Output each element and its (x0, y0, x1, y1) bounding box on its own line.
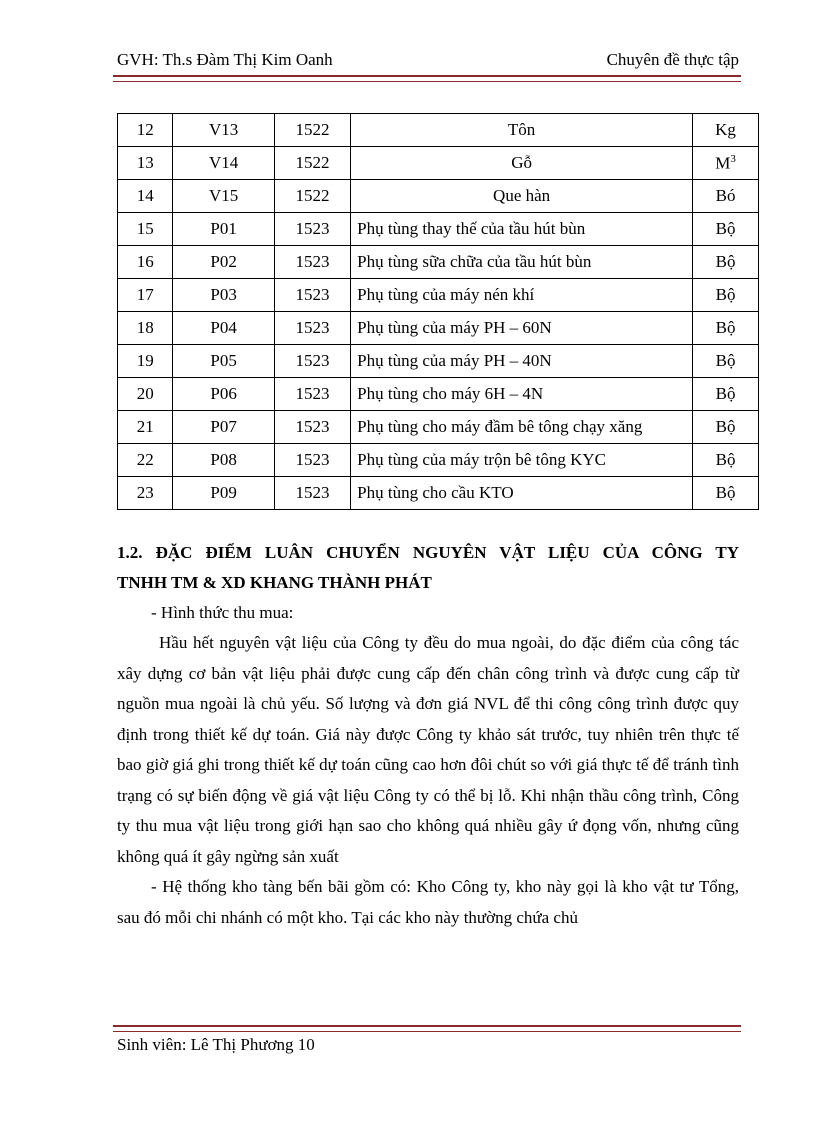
cell-name: Phụ tùng của máy nén khí (351, 279, 693, 312)
cell-name: Phụ tùng sữa chữa của tầu hút bùn (351, 246, 693, 279)
cell-stt: 21 (118, 411, 173, 444)
cell-code: P02 (173, 246, 274, 279)
cell-account: 1523 (274, 279, 350, 312)
cell-stt: 14 (118, 180, 173, 213)
cell-code: P01 (173, 213, 274, 246)
cell-stt: 23 (118, 477, 173, 510)
header-instructor: GVH: Th.s Đàm Thị Kim Oanh (117, 50, 333, 69)
cell-stt: 13 (118, 147, 173, 180)
cell-stt: 16 (118, 246, 173, 279)
cell-name: Phụ tùng của máy PH – 40N (351, 345, 693, 378)
cell-name: Phụ tùng thay thế của tầu hút bùn (351, 213, 693, 246)
table-row (118, 411, 759, 444)
paragraph-warehouse: - Hệ thống kho tàng bến bãi gồm có: Kho Công ty, kho này gọi là kho vật tư Tổng, sau đó mỗi chi nhánh có một kho. Tại các kho này thường chứa chủ (117, 877, 739, 927)
materials-table (117, 113, 759, 510)
cell-code: P05 (173, 345, 274, 378)
cell-stt: 17 (118, 279, 173, 312)
cell-account: 1522 (274, 180, 350, 213)
cell-account: 1523 (274, 213, 350, 246)
table-row (118, 444, 759, 477)
cell-unit: Bộ (693, 411, 759, 444)
unit-base: M (715, 153, 731, 173)
cell-code: P07 (173, 411, 274, 444)
cell-account: 1523 (274, 411, 350, 444)
cell-code: V13 (173, 114, 274, 147)
cell-code: V14 (173, 147, 274, 180)
cell-unit: Bộ (693, 213, 759, 246)
cell-account: 1523 (274, 345, 350, 378)
cell-stt: 18 (118, 312, 173, 345)
table-row (118, 345, 759, 378)
footer-student: Sinh viên: Lê Thị Phương 10 (117, 1035, 315, 1054)
cell-name: Phụ tùng của máy trộn bê tông KYC (351, 444, 693, 477)
cell-code: P09 (173, 477, 274, 510)
table-row (118, 378, 759, 411)
header-divider (113, 75, 741, 82)
page-header (117, 50, 739, 72)
cell-unit: Kg (693, 114, 759, 147)
table-row (118, 213, 759, 246)
cell-stt: 15 (118, 213, 173, 246)
header-document-type: Chuyên đề thực tập (606, 50, 739, 69)
cell-name: Gỗ (351, 147, 693, 180)
cell-unit: Bộ (693, 279, 759, 312)
cell-code: P08 (173, 444, 274, 477)
table-row (118, 180, 759, 213)
section-content (117, 538, 739, 933)
table-row (118, 147, 759, 180)
cell-unit: Bộ (693, 378, 759, 411)
bullet-purchase-form: - Hình thức thu mua: (151, 603, 294, 622)
cell-account: 1523 (274, 312, 350, 345)
unit-superscript: 3 (730, 152, 736, 165)
cell-unit: Bộ (693, 477, 759, 510)
cell-name: Phụ tùng của máy PH – 60N (351, 312, 693, 345)
table-row (118, 246, 759, 279)
cell-stt: 22 (118, 444, 173, 477)
table-row (118, 477, 759, 510)
table-row (118, 114, 759, 147)
cell-name: Phụ tùng cho máy 6H – 4N (351, 378, 693, 411)
cell-unit: Bộ (693, 345, 759, 378)
cell-account: 1523 (274, 444, 350, 477)
cell-unit (693, 147, 759, 180)
cell-account: 1523 (274, 477, 350, 510)
cell-account: 1522 (274, 114, 350, 147)
cell-account: 1523 (274, 246, 350, 279)
section-heading-line1: 1.2. ĐẶC ĐIỂM LUÂN CHUYỂN NGUYÊN VẬT LIỆU CỦA CÔNG TY (117, 543, 739, 562)
cell-code: P03 (173, 279, 274, 312)
section-heading-line2: TNHH TM & XD KHANG THÀNH PHÁT (117, 573, 432, 592)
cell-stt: 12 (118, 114, 173, 147)
cell-code: P06 (173, 378, 274, 411)
cell-unit: Bộ (693, 246, 759, 279)
cell-code: V15 (173, 180, 274, 213)
cell-unit: Bộ (693, 444, 759, 477)
cell-name: Tôn (351, 114, 693, 147)
paragraph-purchase: Hầu hết nguyên vật liệu của Công ty đều do mua ngoài, do đặc điểm của công tác xây dựng cơ bản vật liệu phải được cung cấp đến chân công trình và được cung cấp từ nguồn mua ngoài là chủ yếu. Số lượng và đơn giá NVL để thi công công trình được quy định trong thiết kế dự toán. Giá này được Công ty khảo sát trước, tuy nhiên trên thực tế bao giờ giá ghi trong thiết kế dự toán cũng cao hơn đôi chút so với giá thực tế để tránh tình trạng có sự biến động về giá vật liệu Công ty có thể bị lỗ. Khi nhận thầu công trình, Công ty thu mua vật liệu trong giới hạn sao cho không quá nhiều gây ứ đọng vốn, nhưng cũng không quá ít gây ngừng sản xuất (117, 633, 739, 866)
cell-account: 1523 (274, 378, 350, 411)
cell-stt: 19 (118, 345, 173, 378)
table-row (118, 279, 759, 312)
footer-divider (113, 1025, 741, 1032)
cell-name: Phụ tùng cho cầu KTO (351, 477, 693, 510)
cell-code: P04 (173, 312, 274, 345)
cell-name: Que hàn (351, 180, 693, 213)
cell-unit: Bó (693, 180, 759, 213)
cell-account: 1522 (274, 147, 350, 180)
cell-name: Phụ tùng cho máy đầm bê tông chạy xăng (351, 411, 693, 444)
table-row (118, 312, 759, 345)
cell-unit: Bộ (693, 312, 759, 345)
cell-stt: 20 (118, 378, 173, 411)
